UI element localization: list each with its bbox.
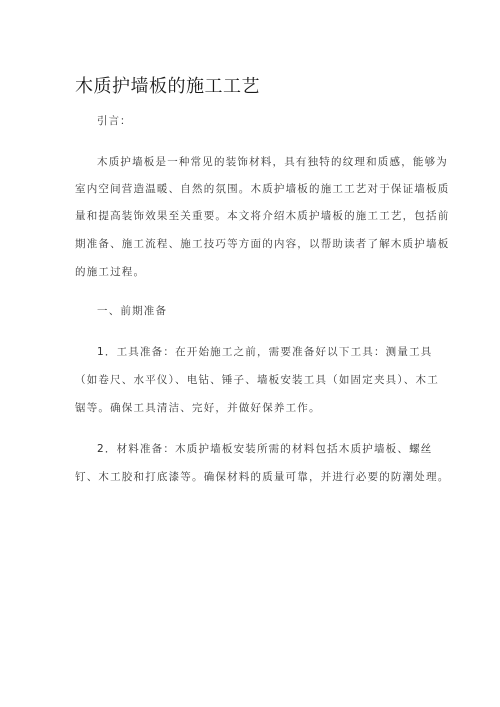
intro-paragraph-line: 室内空间营造温暖、自然的氛围。木质护墙板的施工工艺对于保证墙板质	[75, 183, 450, 195]
document-title: 木质护墙板的施工工艺	[75, 76, 260, 97]
intro-paragraph-line: 的施工过程。	[75, 266, 146, 278]
section-heading: 一、前期准备	[97, 305, 168, 317]
list-item-line: 锯等。确保工具清洁、完好，并做好保养工作。	[75, 402, 321, 414]
list-item-line: 钉、木工胶和打底漆等。确保材料的质量可靠，并进行必要的防潮处理。	[75, 471, 450, 483]
intro-label: 引言：	[97, 115, 132, 127]
intro-paragraph-line: 量和提高装饰效果至关重要。本文将介绍木质护墙板的施工工艺，包括前	[75, 210, 450, 222]
list-item-line: （如卷尺、水平仪）、电钻、锤子、墙板安装工具（如固定夹具）、木工	[75, 374, 439, 386]
intro-paragraph-line: 木质护墙板是一种常见的装饰材料，具有独特的纹理和质感，能够为	[97, 156, 448, 168]
list-item-line: 1．工具准备：在开始施工之前，需要准备好以下工具：测量工具	[97, 346, 433, 358]
list-item-line: 2．材料准备：木质护墙板安装所需的材料包括木质护墙板、螺丝	[97, 443, 433, 455]
intro-paragraph-line: 期准备、施工流程、施工技巧等方面的内容，以帮助读者了解木质护墙板	[75, 238, 450, 250]
